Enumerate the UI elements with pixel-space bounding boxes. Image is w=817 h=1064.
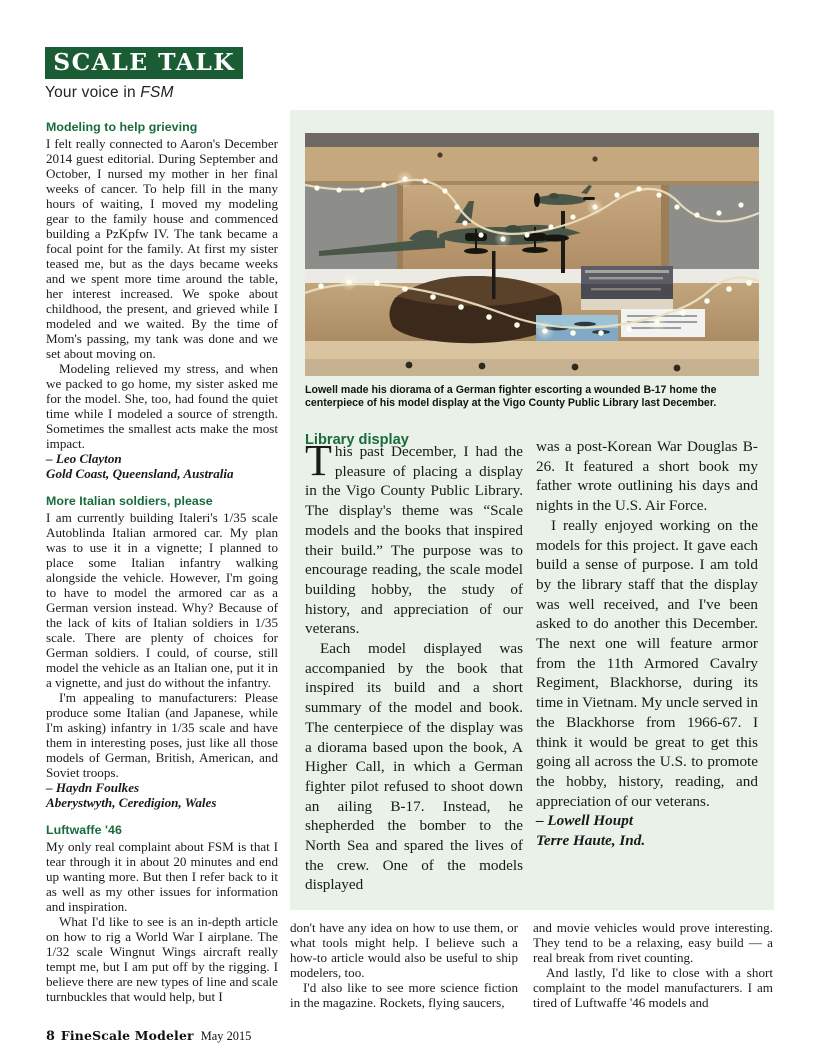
letter-paragraph: Modeling relieved my stress, and when we packed to go home, my sister asked me for the model. She, too, had found the quiet time while I modeled a source of strength. Sometimes the smallest acts make the most impact. bbox=[46, 361, 278, 451]
issue-date: May 2015 bbox=[200, 1029, 252, 1043]
feature-heading-library-display: Library display bbox=[305, 432, 409, 449]
subtitle-prefix: Your voice in bbox=[45, 84, 141, 101]
letter-paragraph: What I'd like to see is an in-depth article on how to rig a World War I airplane. The 1/32 scale Wingnut Wings aircraft really tempt me, but I am put off by the rigging. I believe there are new types of line and scale turnbuckles that would help, but I bbox=[46, 914, 278, 1004]
letter-paragraph: I'm appealing to manufacturers: Please produce some Italian (and Japanese, while I'm asking) infantry in 1/35 scale and have them in interesting poses, just like all those models of German, British, American, and Soviet troops. bbox=[46, 690, 278, 780]
feature-paragraph: This past December, I had the pleasure of placing a display in the Vigo County Public Library. The display's theme was “Scale models and the books that inspired their build.” The purpose was to encourage reading, the scale model building hobby, the study of history, and appreciation of our veterans. bbox=[305, 436, 523, 638]
page-number: 8 bbox=[46, 1029, 55, 1044]
letter-signature-place: Gold Coast, Queensland, Australia bbox=[46, 466, 234, 481]
letter-signature-place: Aberystwyth, Ceredigion, Wales bbox=[46, 795, 217, 810]
letter-heading-italian-soldiers: More Italian soldiers, please bbox=[46, 494, 213, 508]
divider bbox=[46, 810, 278, 823]
masthead bbox=[45, 47, 243, 102]
letter-paragraph: I am currently building Italeri's 1/35 scale Autoblinda Italian armored car. My plan was to use it in a vignette; I planned to place some Italian infantry walking alongside the vehicle. However, I'm going to have to model the armored car as a German version instead. Why? Because of the lack of kits of Italian soldiers in 1/35 scale. There are plenty of choices for German soldiers. I could, of course, still model the vehicle as an Italian one, put it in a vignette, and just do without the infantry. bbox=[46, 510, 278, 690]
library-display-photo bbox=[305, 133, 759, 376]
page-footer bbox=[46, 1028, 251, 1044]
bottom-paragraph: don't have any idea on how to use them, or what tools might help. I believe such a how-to article would also be useful to ship modelers, too. bbox=[290, 920, 518, 980]
feature-paragraph: I really enjoyed working on the models for this project. It gave each build a sense of purpose. I am told by the library staff that the display was well received, and I've been asked to do another this December. The next one will feature armor from the 11th Armored Cavalry Regiment, Blackhorse, during its time in Vietnam. My uncle served in the Blackhorse from 1966-67. I think it would be great to get this going all across the U.S. to promote the hobby, history, reading, and appreciation of our veterans. bbox=[536, 516, 758, 810]
bottom-paragraph: And lastly, I'd like to close with a short complaint to the model manufacturers. I am tired of Luftwaffe '46 models and bbox=[533, 965, 773, 1010]
photo-caption: Lowell made his diorama of a German fighter escorting a wounded B-17 home the centerpiece of his model display at the Vigo County Public Library last December. bbox=[305, 384, 717, 410]
left-column bbox=[46, 120, 278, 1004]
feature-column-b bbox=[536, 437, 758, 851]
feature-box bbox=[290, 110, 774, 910]
letter-signature-name: – Leo Clayton bbox=[46, 451, 122, 466]
letter-paragraph: My only real complaint about FSM is that I tear through it in about 20 minutes and end up wanting more. But then I refer back to it as well as my other issues for information and inspiration. bbox=[46, 839, 278, 914]
letter-heading-grieving: Modeling to help grieving bbox=[46, 120, 198, 134]
masthead-subtitle bbox=[45, 84, 243, 102]
feature-paragraph: Each model displayed was accompanied by the book that inspired its build and a short summary of the model and book. The centerpiece of the display was a diorama based upon the book, A Higher Call, in which a German fighter pilot refused to shoot down an ailing B-17. Instead, he shepherded the bomber to the North Sea and spared the lives of the crew. One of the models displayed bbox=[305, 640, 523, 894]
divider bbox=[46, 481, 278, 494]
bottom-column-middle bbox=[290, 920, 518, 1010]
bottom-column-right bbox=[533, 920, 773, 1010]
bottom-paragraph: I'd also like to see more science fiction in the magazine. Rockets, flying saucers, bbox=[290, 980, 518, 1010]
page-title: SCALE TALK bbox=[53, 49, 236, 76]
letter-signature-name: – Haydn Foulkes bbox=[46, 780, 140, 795]
feature-paragraph: was a post-Korean War Douglas B-26. It featured a short book my father wrote outlining his days and nights in the U.S. Air Force. bbox=[536, 438, 758, 515]
photo-illustration bbox=[305, 133, 759, 376]
feature-signature-place: Terre Haute, Ind. bbox=[536, 832, 646, 850]
bottom-paragraph: and movie vehicles would prove interesting. They tend to be a relaxing, easy build — a real break from rivet counting. bbox=[533, 920, 773, 965]
magazine-name: FineScale Modeler bbox=[60, 1028, 194, 1043]
feature-signature-name: – Lowell Houpt bbox=[536, 812, 634, 830]
subtitle-brand: FSM bbox=[140, 84, 174, 101]
letter-heading-luftwaffe: Luftwaffe '46 bbox=[46, 823, 122, 837]
letter-paragraph: I felt really connected to Aaron's December 2014 guest editorial. During September and October, I nursed my mother in her final weeks of cancer. To help fill in the many hours of waiting, I moved my modeling gear to the family house and commenced building a PzKpfw IV. The tank became a focal point for the family. At first my sister teased me, but as the days became weeks and we spent more time around the table, her interest increased. We spoke about childhood, the present, and grieved while I modeled and we waited. By the time of Mom's passing, my tank was done and we set about moving on. bbox=[46, 136, 278, 361]
masthead-title-bar bbox=[45, 47, 243, 79]
